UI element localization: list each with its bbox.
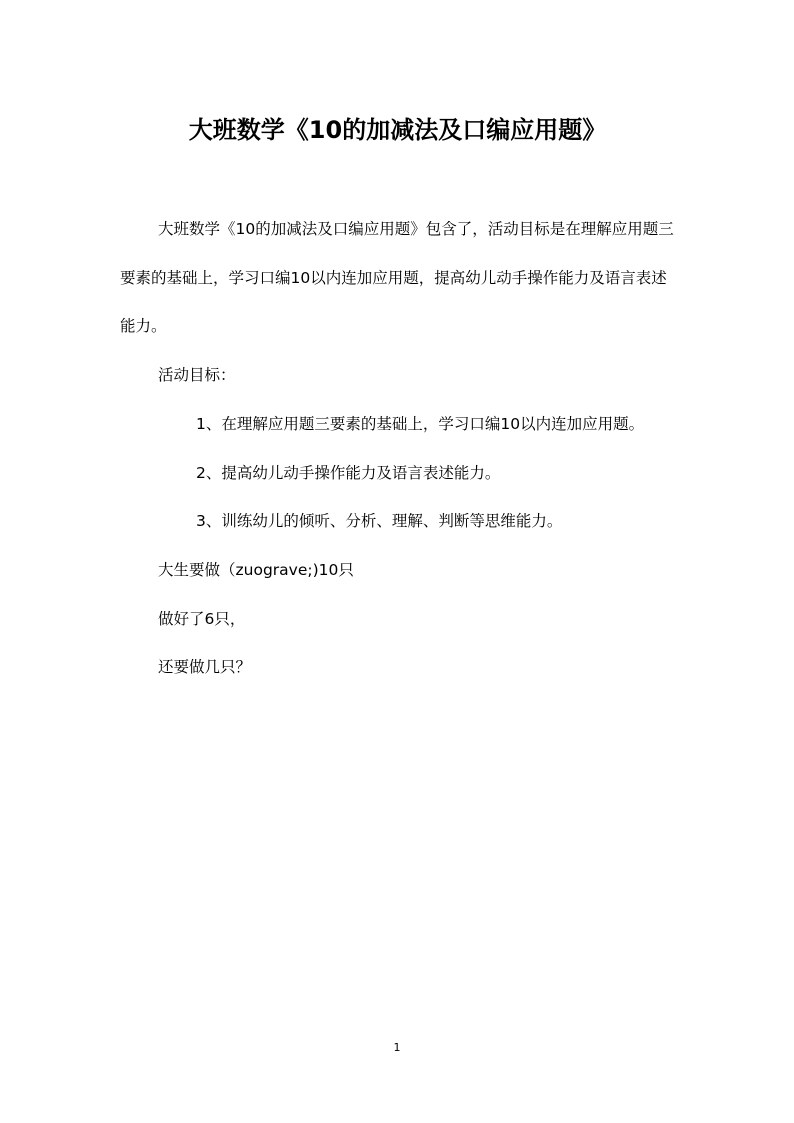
problem-line-1: 大生要做（zuograve;)10只 (158, 560, 354, 579)
objectives-heading: 活动目标： (158, 366, 236, 385)
intro-paragraph: 大班数学《10的加减法及口编应用题》包含了，活动目标是在理解应用题三要素的基础上，学习口编10以内连加应用题，提高幼儿动手操作能力及语言表述能力。 (120, 220, 674, 336)
problem-line-3: 还要做几只？ (158, 658, 252, 677)
document-body (120, 205, 675, 692)
document-title: 大班数学《10的加减法及口编应用题》 (188, 116, 607, 145)
page-number: 1 (393, 1041, 401, 1054)
objective-item-3: 3、训练幼儿的倾听、分析、理解、判断等思维能力。 (196, 512, 563, 531)
objective-item-2: 2、提高幼儿动手操作能力及语言表述能力。 (196, 463, 501, 482)
problem-line-2: 做好了6只， (158, 609, 246, 628)
objective-item-1: 1、在理解应用题三要素的基础上，学习口编10以内连加应用题。 (196, 414, 645, 433)
